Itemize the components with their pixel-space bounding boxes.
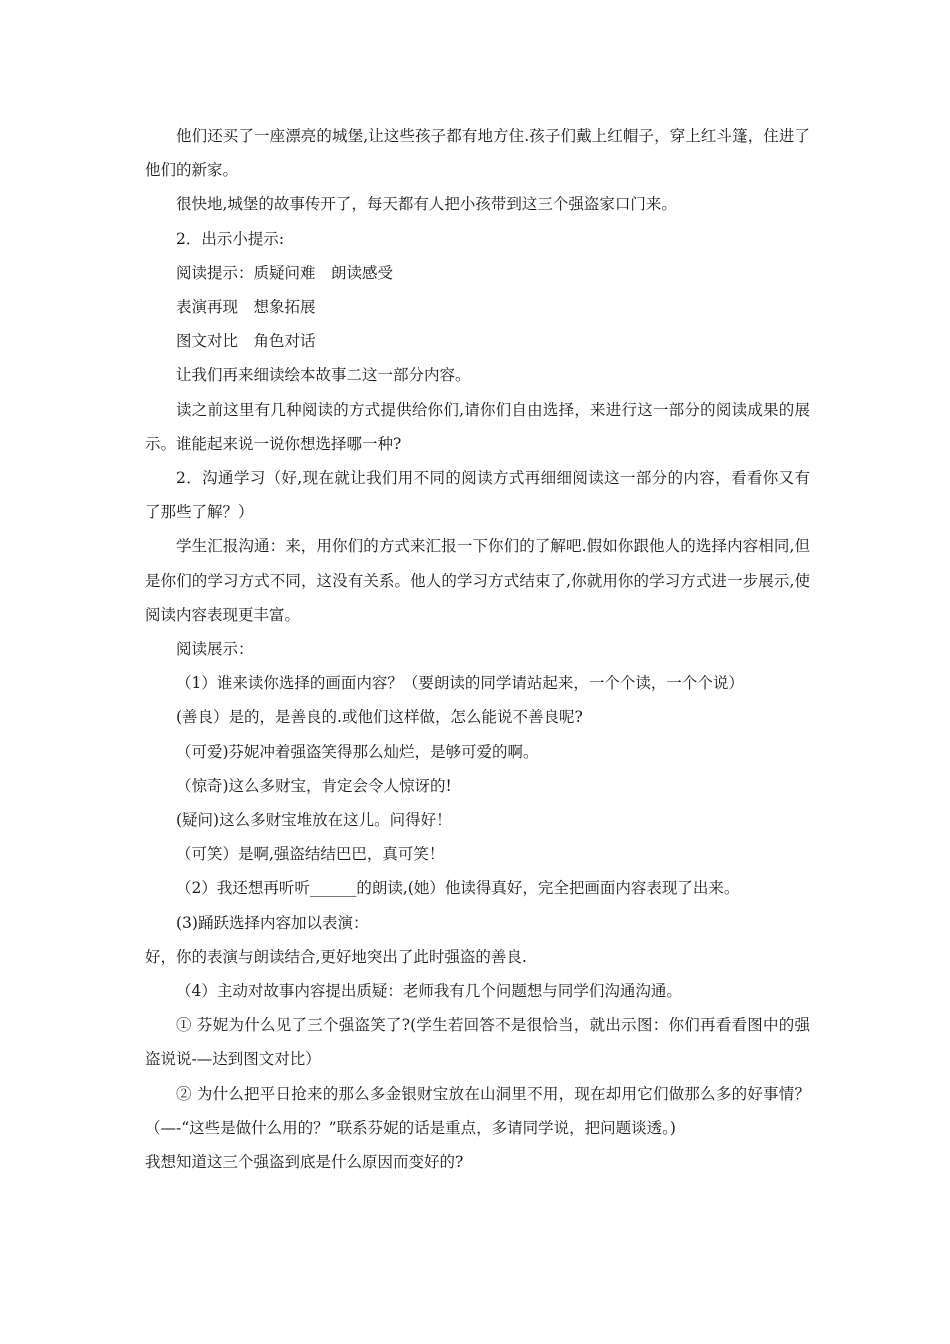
paragraph: （4）主动对故事内容提出质疑：老师我有几个问题想与同学们沟通沟通。 xyxy=(176,982,682,1001)
paragraph: 图文对比 角色对话 xyxy=(176,332,316,351)
paragraph: 好，你的表演与朗读结合,更好地突出了此时强盗的善良. xyxy=(145,947,527,966)
paragraph: （可笑）是啊,强盗结结巴巴，真可笑！ xyxy=(176,845,445,864)
paragraph: （2）我还想再听听______的朗读,(她）他读得真好，完全把画面内容表现了出来。 xyxy=(176,879,740,898)
paragraph: 阅读提示：质疑问难 朗读感受 xyxy=(176,263,394,282)
paragraph: 很快地,城堡的故事传开了，每天都有人把小孩带到这三个强盗家口门来。 xyxy=(176,195,677,214)
paragraph: 他们还买了一座漂亮的城堡,让这些孩子都有地方住.孩子们戴上红帽子，穿上红斗篷，住进了他们的新家。 xyxy=(145,127,810,180)
paragraph: （1）谁来读你选择的画面内容？（要朗读的同学请站起来，一个个读，一个个说） xyxy=(176,674,744,693)
paragraph: (善良）是的，是善良的.或他们这样做，怎么能说不善良呢? xyxy=(176,708,583,727)
paragraph: 读之前这里有几种阅读的方式提供给你们,请你们自由选择，来进行这一部分的阅读成果的展示。谁能起来说一说你想选择哪一种? xyxy=(145,400,810,453)
paragraph: 让我们再来细读绘本故事二这一部分内容。 xyxy=(176,366,471,385)
paragraph: (3)踊跃选择内容加以表演： xyxy=(176,913,369,932)
paragraph: ② 为什么把平日抢来的那么多金银财宝放在山洞里不用，现在却用它们做那么多的好事情？（—-“这些是做什么用的？”联系芬妮的话是重点，多请同学说，把问题谈透。) xyxy=(145,1084,810,1137)
paragraph: ① 芬妮为什么见了三个强盗笑了?(学生若回答不是很恰当，就出示图：你们再看看图中的强盗说说-—达到图文对比） xyxy=(145,1016,810,1069)
paragraph: 我想知道这三个强盗到底是什么原因而变好的? xyxy=(145,1153,464,1172)
paragraph: （可爱)芬妮冲着强盗笑得那么灿烂，是够可爱的啊。 xyxy=(176,742,539,761)
paragraph: （惊奇)这么多财宝，肯定会令人惊讶的! xyxy=(176,776,452,795)
paragraph: 学生汇报沟通：来，用你们的方式来汇报一下你们的了解吧.假如你跟他人的选择内容相同,但是你们的学习方式不同，这没有关系。他人的学习方式结束了,你就用你的学习方式进一步展示,使阅读内容表现更丰富。 xyxy=(145,537,810,624)
paragraph: 2．出示小提示: xyxy=(176,229,285,248)
paragraph: 表演再现 想象拓展 xyxy=(176,298,316,317)
document-body xyxy=(145,119,810,1179)
paragraph: 阅读展示： xyxy=(176,640,254,659)
paragraph: 2．沟通学习（好,现在就让我们用不同的阅读方式再细细阅读这一部分的内容，看看你又有了那些了解？） xyxy=(145,469,810,522)
paragraph: (疑问)这么多财宝堆放在这儿。问得好！ xyxy=(176,811,452,830)
